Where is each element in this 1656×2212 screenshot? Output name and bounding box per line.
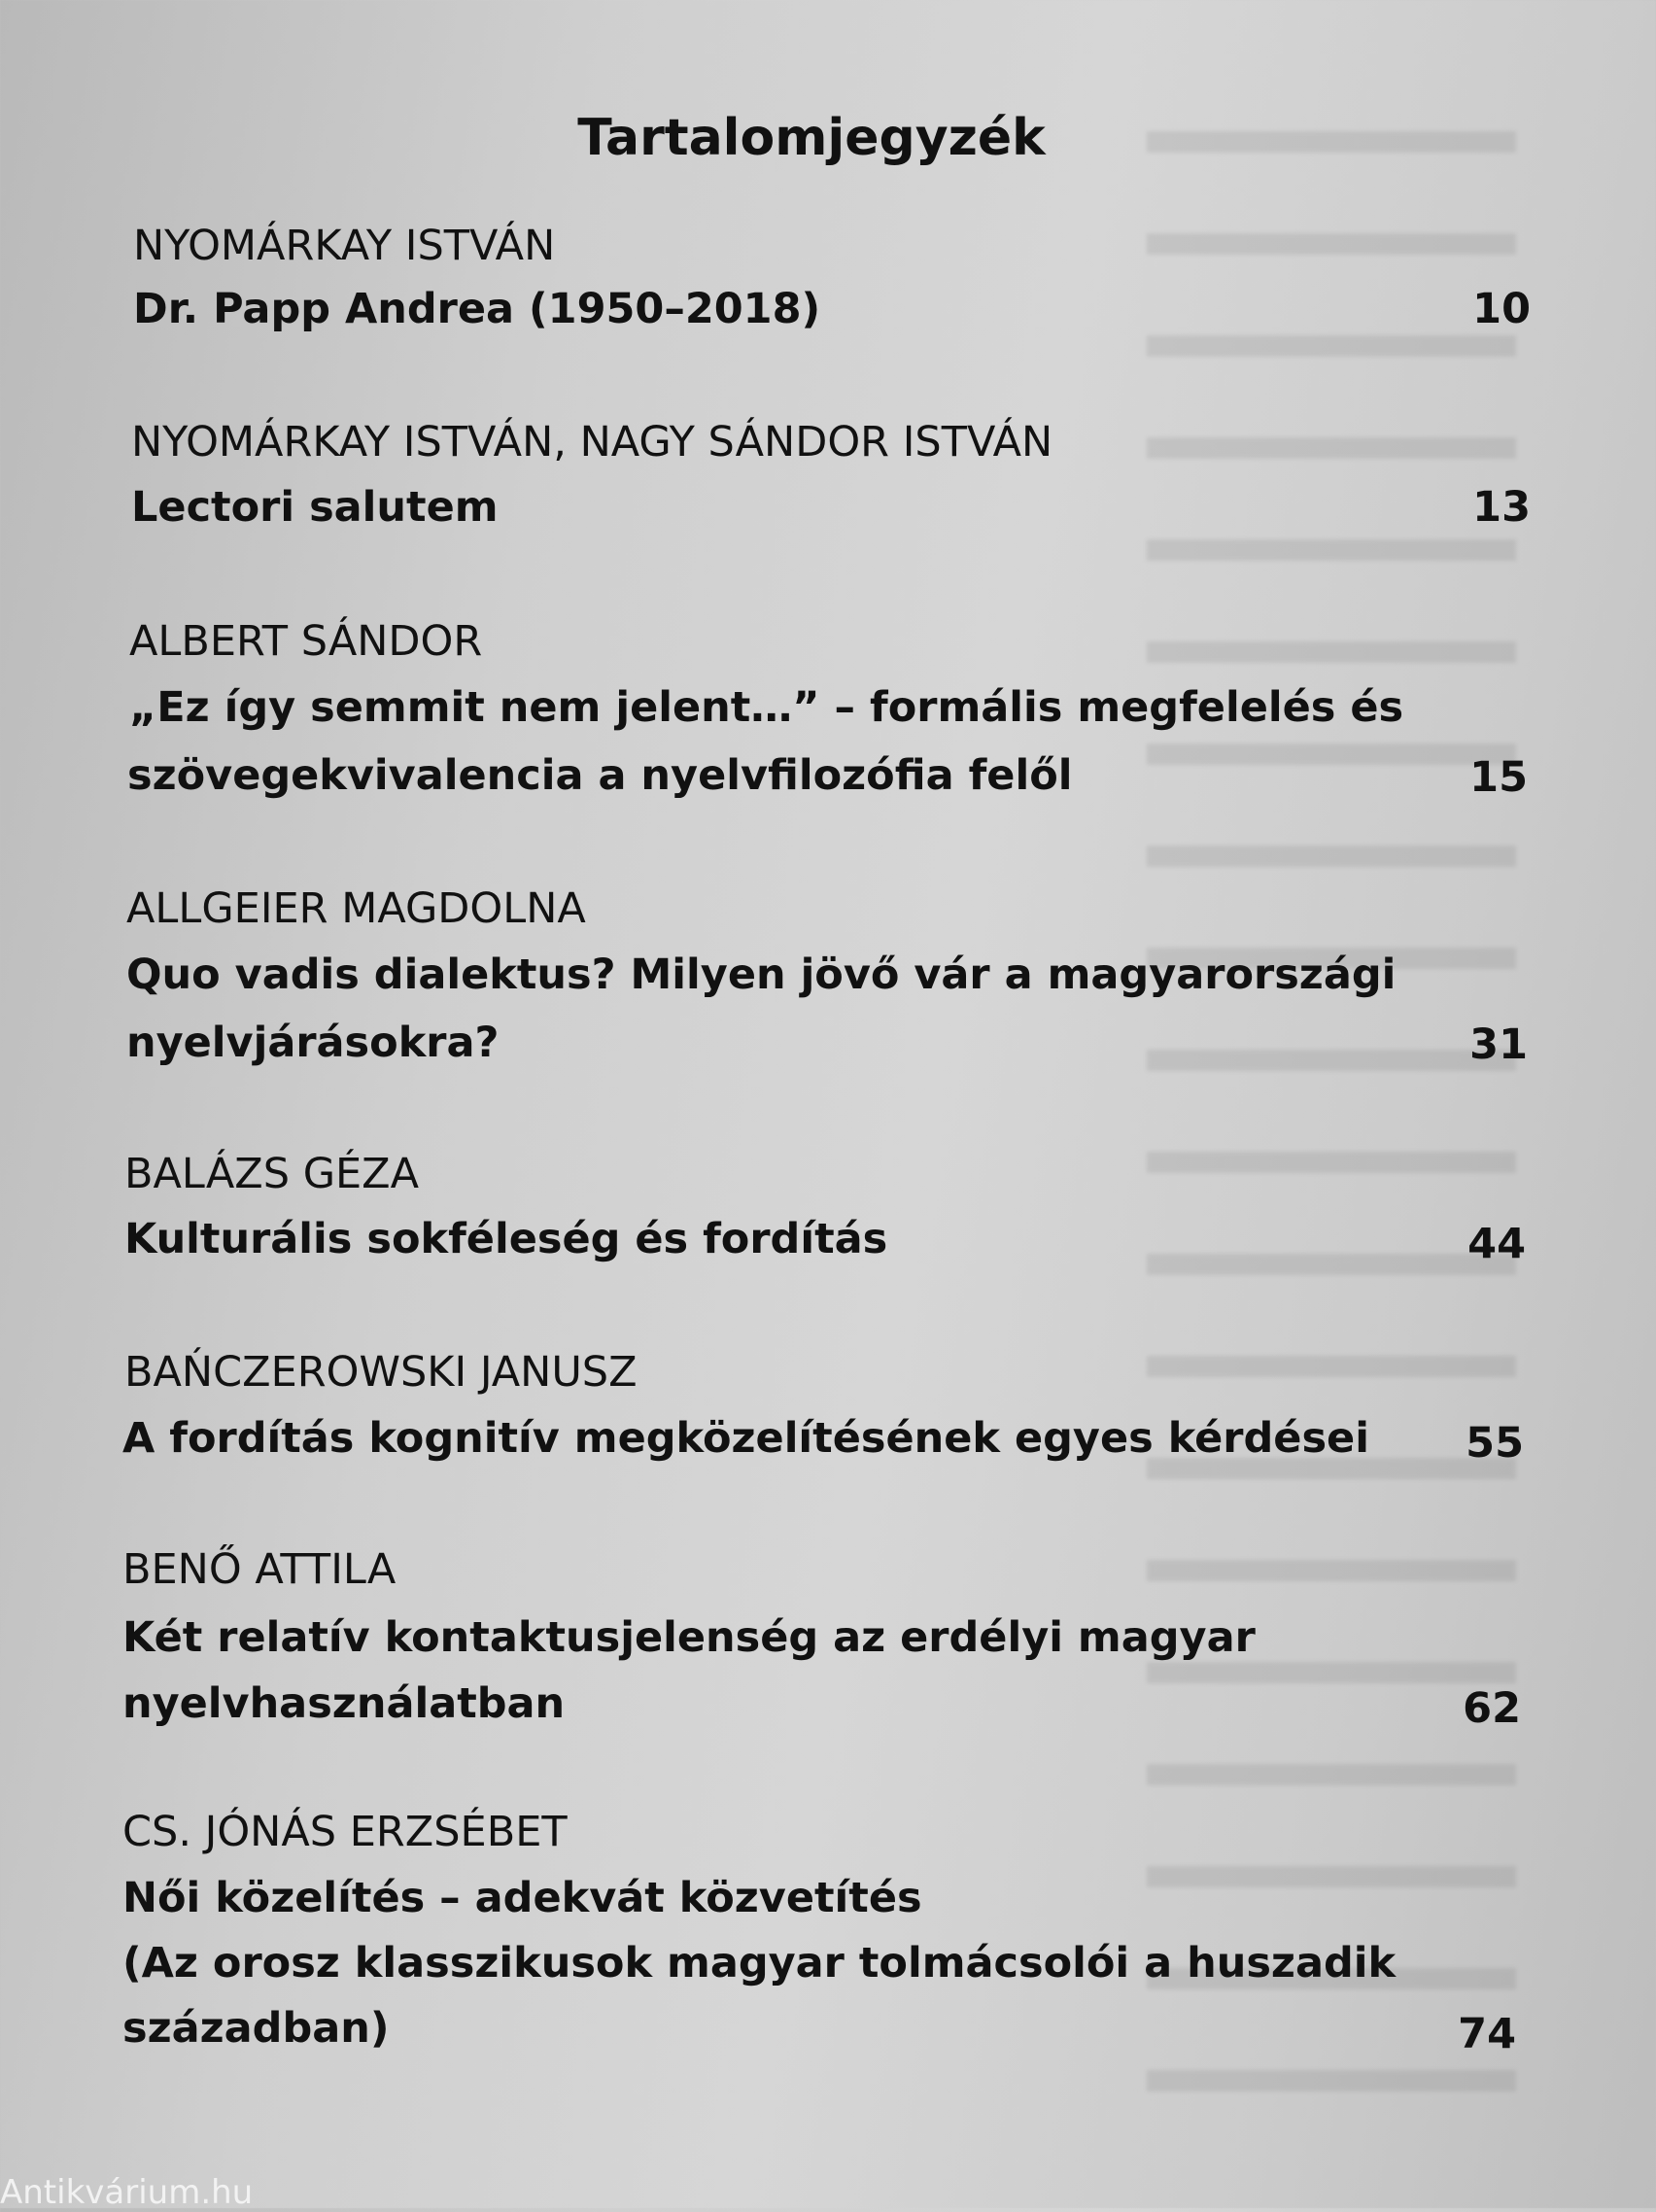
entry-page-number: 15	[1469, 753, 1528, 802]
entry-page-number: 10	[1472, 285, 1531, 333]
entry-page-number: 55	[1466, 1419, 1524, 1468]
entry-author: ALLGEIER MAGDOLNA	[126, 884, 586, 933]
entry-title-line: Női közelítés – adekvát közvetítés	[122, 1874, 922, 1922]
entry-title-line: „Ez így semmit nem jelent…” – formális megfelelés és	[129, 683, 1404, 732]
entry-author: CS. JÓNÁS ERZSÉBET	[122, 1808, 568, 1856]
entry-page-number: 13	[1472, 483, 1531, 532]
entry-title-line: nyelvjárásokra?	[126, 1019, 500, 1067]
entry-title-line: Kulturális sokféleség és fordítás	[124, 1215, 888, 1263]
entry-author: ALBERT SÁNDOR	[129, 617, 483, 666]
entry-title-line: Lectori salutem	[131, 483, 499, 532]
entry-title-line: Quo vadis dialektus? Milyen jövő vár a magyarországi	[126, 950, 1397, 999]
entry-page-number: 44	[1467, 1220, 1526, 1268]
entry-title-line: szövegekvivalencia a nyelvfilozófia felől	[127, 751, 1073, 800]
watermark: Antikvárium.hu	[0, 2173, 254, 2212]
entry-author: NYOMÁRKAY ISTVÁN, NAGY SÁNDOR ISTVÁN	[131, 418, 1053, 467]
entry-title-line: században)	[122, 2004, 390, 2053]
entry-author: BENŐ ATTILA	[122, 1545, 397, 1594]
page-title: Tartalomjegyzék	[577, 109, 1046, 167]
entry-title-line: Két relatív kontaktusjelenség az erdélyi magyar	[122, 1613, 1256, 1662]
entry-page-number: 31	[1469, 1020, 1528, 1069]
entry-title-line: nyelvhasználatban	[122, 1679, 566, 1728]
entry-author: NYOMÁRKAY ISTVÁN	[133, 222, 556, 270]
entry-author: BALÁZS GÉZA	[124, 1150, 420, 1198]
entry-title-line: A fordítás kognitív megközelítésének egyes kérdései	[122, 1414, 1369, 1463]
entry-author: BAŃCZEROWSKI JANUSZ	[124, 1348, 638, 1397]
entry-title-line: Dr. Papp Andrea (1950–2018)	[133, 285, 821, 333]
show-through-text	[1147, 92, 1516, 2133]
entry-page-number: 62	[1463, 1684, 1521, 1733]
entry-title-line: (Az orosz klasszikusok magyar tolmácsolói a huszadik	[122, 1939, 1397, 1987]
entry-page-number: 74	[1458, 2010, 1516, 2058]
